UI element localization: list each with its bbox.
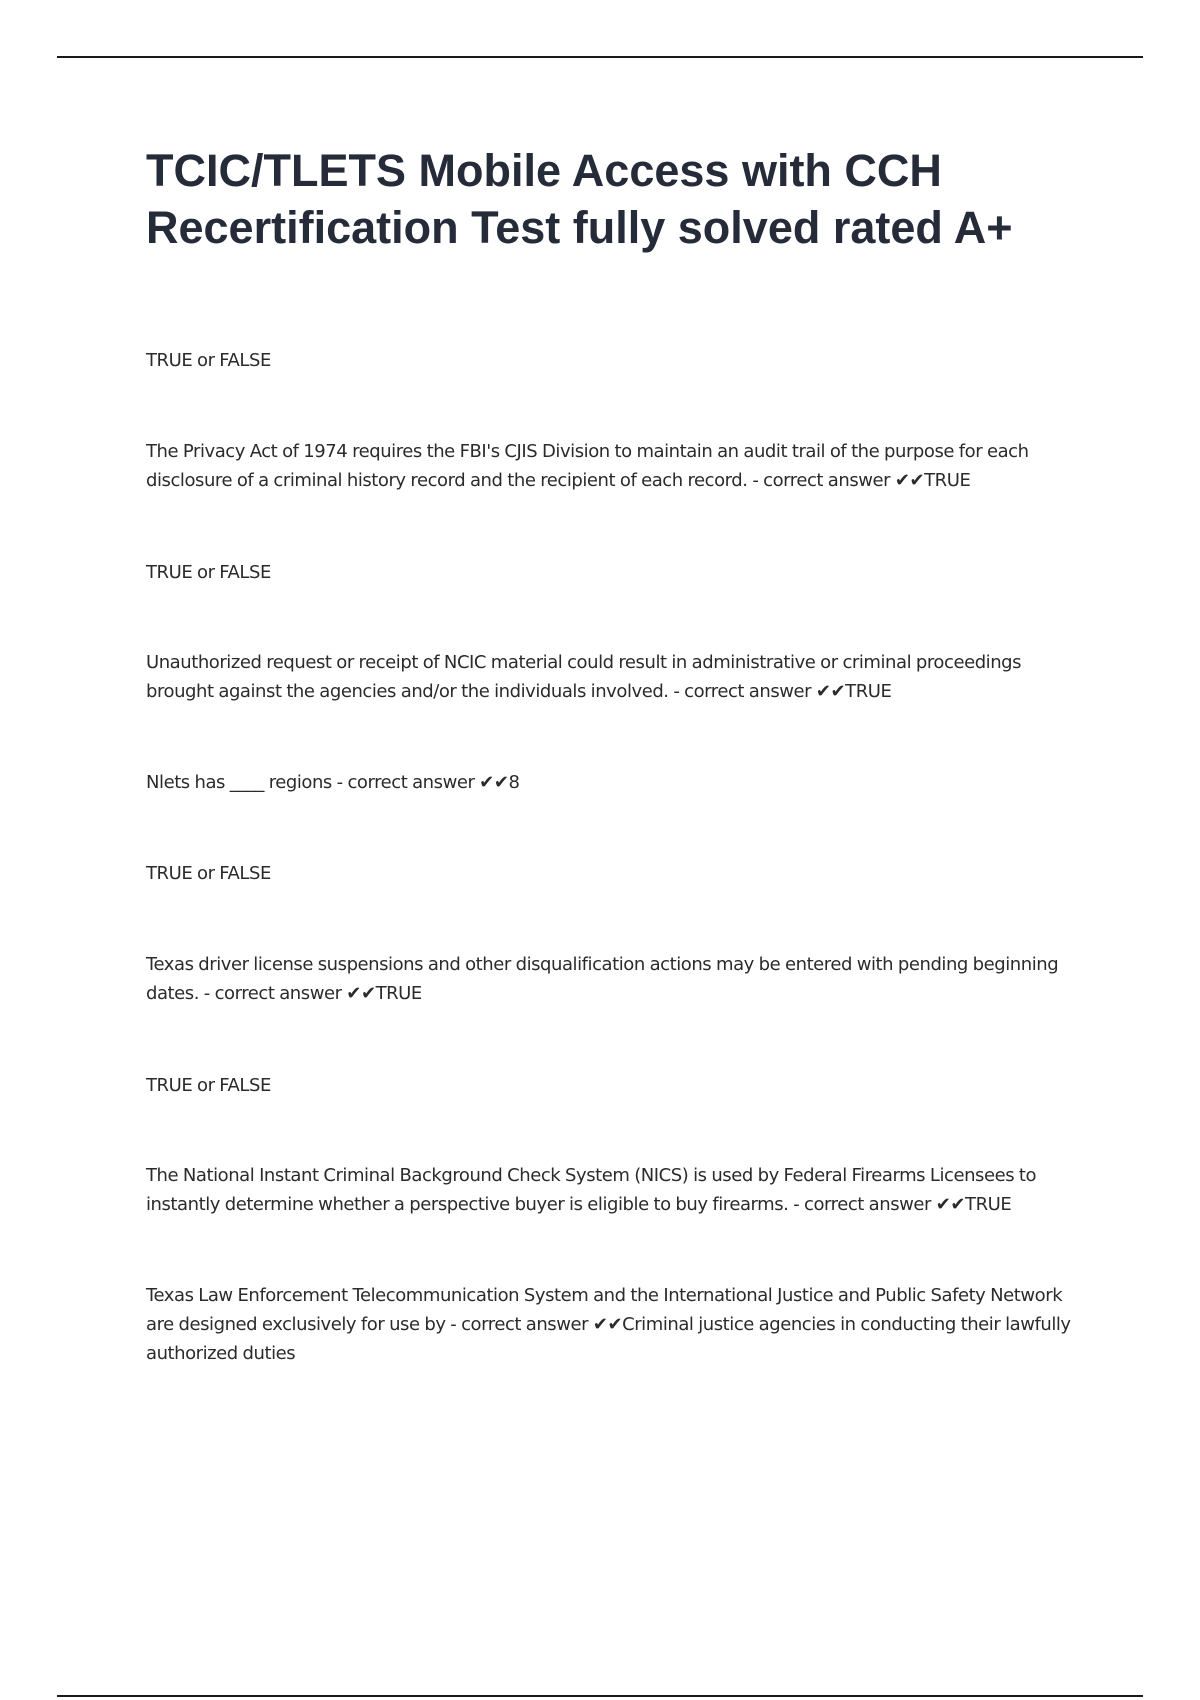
document-title: TCIC/TLETS Mobile Access with CCH Recertification Test fully solved rated A+: [146, 145, 1013, 253]
question-prompt-5: TRUE or FALSE: [146, 1075, 271, 1096]
question-answer-4: Texas driver license suspensions and other disqualification actions may be entered with pending beginning dates. - correct answer ✔✔TRUE: [146, 954, 1059, 1004]
bottom-divider: [57, 1695, 1143, 1697]
question-answer-1: The Privacy Act of 1974 requires the FBI's CJIS Division to maintain an audit trail of the purpose for each disclosure of a criminal history record and the recipient of each record. - correct answer ✔✔TRUE: [146, 441, 1029, 491]
question-answer-3: Nlets has ____ regions - correct answer ✔✔8: [146, 772, 520, 793]
question-answer-5: The National Instant Criminal Background Check System (NICS) is used by Federal Firearms Licensees to instantly determine whether a perspective buyer is eligible to buy firearms. - correct answer ✔✔TRUE: [146, 1165, 1037, 1215]
question-answer-6: Texas Law Enforcement Telecommunication System and the International Justice and Public Safety Network are designed exclusively for use by - correct answer ✔✔Criminal justice agencies in conducting their lawfully authorized duties: [146, 1285, 1071, 1364]
question-prompt-2: TRUE or FALSE: [146, 562, 271, 583]
question-prompt-1: TRUE or FALSE: [146, 350, 271, 371]
top-divider: [57, 56, 1143, 58]
question-prompt-4: TRUE or FALSE: [146, 863, 271, 884]
question-answer-2: Unauthorized request or receipt of NCIC material could result in administrative or criminal proceedings brought against the agencies and/or the individuals involved. - correct answer ✔✔TRUE: [146, 652, 1022, 702]
